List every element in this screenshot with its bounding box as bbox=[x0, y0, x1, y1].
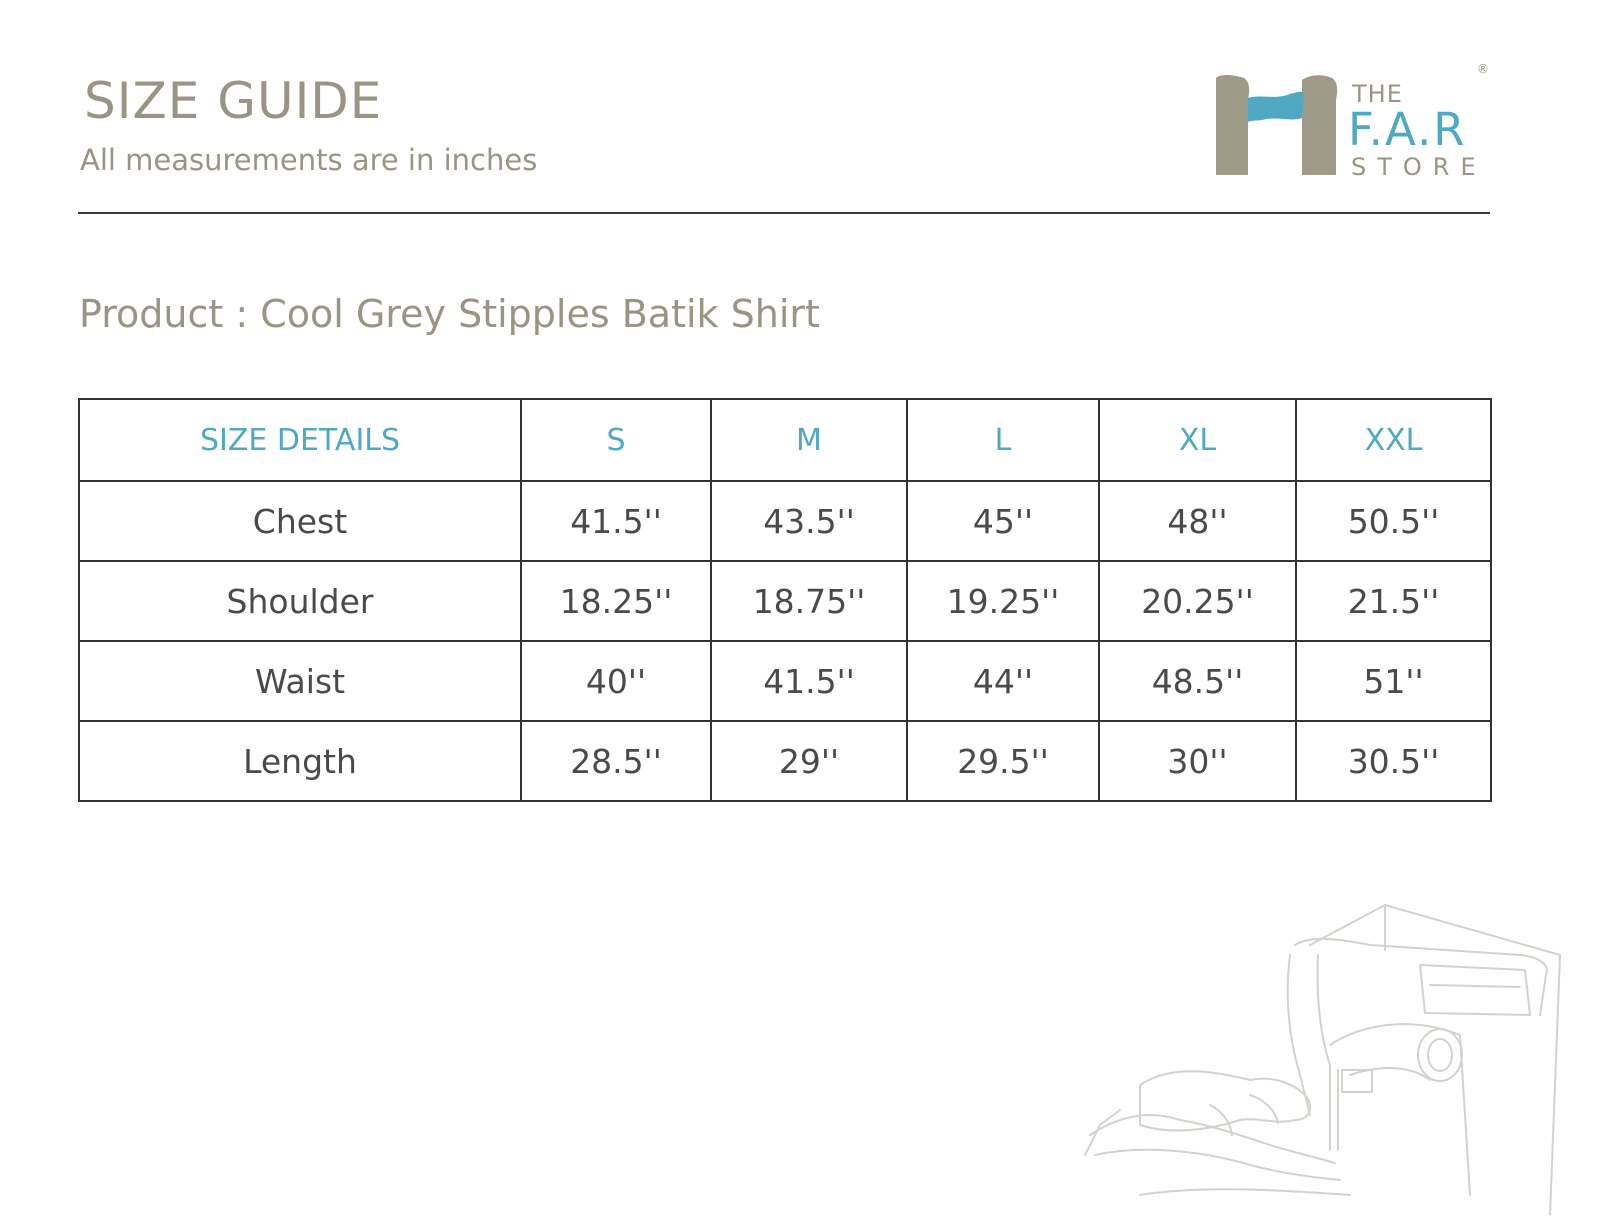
header-size-xl: XL bbox=[1099, 399, 1296, 481]
table-cell: 45'' bbox=[907, 481, 1099, 561]
logo-registered-mark: ® bbox=[1477, 62, 1489, 76]
table-cell: 41.5'' bbox=[521, 481, 711, 561]
table-cell: 19.25'' bbox=[907, 561, 1099, 641]
table-row bbox=[79, 481, 1491, 561]
header-size-l: L bbox=[907, 399, 1099, 481]
table-cell: 30.5'' bbox=[1296, 721, 1491, 801]
table-row bbox=[79, 561, 1491, 641]
header-divider bbox=[78, 212, 1490, 214]
sewing-machine-icon bbox=[1080, 895, 1580, 1215]
table-cell: 29'' bbox=[711, 721, 907, 801]
table-cell: 28.5'' bbox=[521, 721, 711, 801]
table-cell: 40'' bbox=[521, 641, 711, 721]
header-size-s: S bbox=[521, 399, 711, 481]
row-label-waist: Waist bbox=[79, 641, 521, 721]
product-name: Product : Cool Grey Stipples Batik Shirt bbox=[79, 292, 820, 336]
table-row bbox=[79, 641, 1491, 721]
logo-cloth bbox=[1248, 92, 1304, 122]
page-title: SIZE GUIDE bbox=[84, 72, 383, 130]
table-cell: 21.5'' bbox=[1296, 561, 1491, 641]
table-cell: 30'' bbox=[1099, 721, 1296, 801]
size-table bbox=[78, 398, 1492, 802]
header-size-xxl: XXL bbox=[1296, 399, 1491, 481]
table-cell: 18.75'' bbox=[711, 561, 907, 641]
table-cell: 48'' bbox=[1099, 481, 1296, 561]
logo-right-pillar bbox=[1302, 75, 1337, 175]
page-subtitle: All measurements are in inches bbox=[80, 143, 538, 177]
table-cell: 20.25'' bbox=[1099, 561, 1296, 641]
logo-the: THE bbox=[1352, 80, 1403, 108]
table-cell: 41.5'' bbox=[711, 641, 907, 721]
header-size-details: SIZE DETAILS bbox=[79, 399, 521, 481]
table-row bbox=[79, 721, 1491, 801]
table-cell: 51'' bbox=[1296, 641, 1491, 721]
logo-left-pillar bbox=[1216, 75, 1249, 175]
table-cell: 43.5'' bbox=[711, 481, 907, 561]
table-cell: 18.25'' bbox=[521, 561, 711, 641]
table-cell: 50.5'' bbox=[1296, 481, 1491, 561]
logo-store: STORE bbox=[1351, 153, 1487, 181]
table-cell: 29.5'' bbox=[907, 721, 1099, 801]
row-label-length: Length bbox=[79, 721, 521, 801]
table-cell: 44'' bbox=[907, 641, 1099, 721]
row-label-shoulder: Shoulder bbox=[79, 561, 521, 641]
row-label-chest: Chest bbox=[79, 481, 521, 561]
table-cell: 48.5'' bbox=[1099, 641, 1296, 721]
header-size-m: M bbox=[711, 399, 907, 481]
size-table-header-row bbox=[79, 399, 1491, 481]
logo-far: F.A.R bbox=[1348, 103, 1467, 156]
